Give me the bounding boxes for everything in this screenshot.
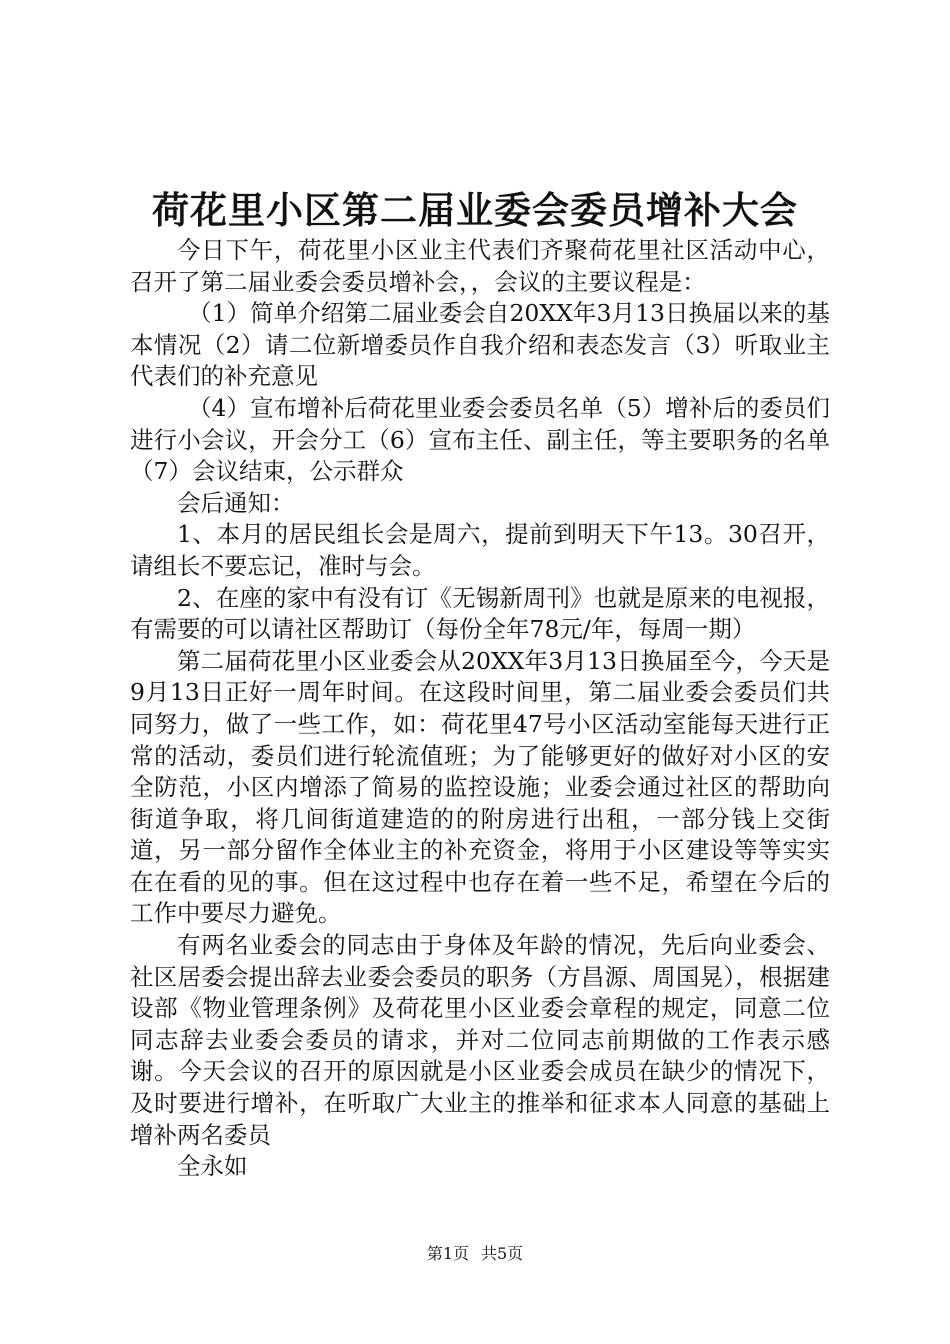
paragraph-agenda-2: （4）宣布增补后荷花里业委会委员名单（5）增补后的委员们进行小会议，开会分工（6）宣布主任、副主任，等主要职务的名单（7）会议结束，公示群众 bbox=[130, 393, 830, 486]
page-total: 共5页 bbox=[481, 1244, 524, 1263]
paragraph-intro: 今日下午，荷花里小区业主代表们齐聚荷花里社区活动中心，召开了第二届业委会委员增补会，，会议的主要议程是： bbox=[130, 236, 830, 296]
paragraph-notice-2: 2、在座的家中有没有订《无锡新周刊》也就是原来的电视报，有需要的可以请社区帮助订（每份全年78元/年，每周一期） bbox=[130, 583, 830, 644]
paragraph-notice-heading: 会后通知： bbox=[177, 488, 295, 517]
paragraph-notice-1: 1、本月的居民组长会是周六，提前到明天下午13。30召开，请组长不要忘记，准时与会。 bbox=[130, 520, 830, 580]
document-body bbox=[130, 235, 830, 1183]
page-footer bbox=[0, 1243, 950, 1265]
paragraph-summary: 第二届荷花里小区业委会从20XX年3月13日换届至今，今天是9月13日正好一周年时间。在这段时间里，第二届业委会委员们共同努力，做了一些工作，如：荷花里47号小区活动室能每天进行正常的活动，委员们进行轮流值班；为了能够更好的做好对小区的安全防范，小区内增添了简易的监控设施；业委会通过社区的帮助向街道争取，将几间街道建造的的附房进行出租，一部分钱上交街道，另一部分留作全体业主的补充资金，将用于小区建设等等实实在在看的见的事。但在这过程中也存在着一些不足，希望在今后的工作中要尽力避免。 bbox=[130, 646, 830, 928]
paragraph-agenda-1: （1）简单介绍第二届业委会自20XX年3月13日换届以来的基本情况（2）请二位新增委员作自我介绍和表态发言（3）听取业主代表们的补充意见 bbox=[130, 299, 830, 391]
paragraph-resignation: 有两名业委会的同志由于身体及年龄的情况，先后向业委会、社区居委会提出辞去业委会委员的职务（方昌源、周国晃），根据建设部《物业管理条例》及荷花里小区业委会章程的规定，同意二位同志辞去业委会委员的请求，并对二位同志前期做的工作表示感谢。今天会议的召开的原因就是小区业委会成员在缺少的情况下，及时要进行增补，在听取广大业主的推举和征求本人同意的基础上增补两名委员 bbox=[130, 931, 830, 1149]
paragraph-signature: 全永如 bbox=[177, 1152, 248, 1181]
document-title: 荷花里小区第二届业委会委员增补大会 bbox=[152, 188, 798, 232]
page-number: 第1页 bbox=[426, 1244, 469, 1263]
